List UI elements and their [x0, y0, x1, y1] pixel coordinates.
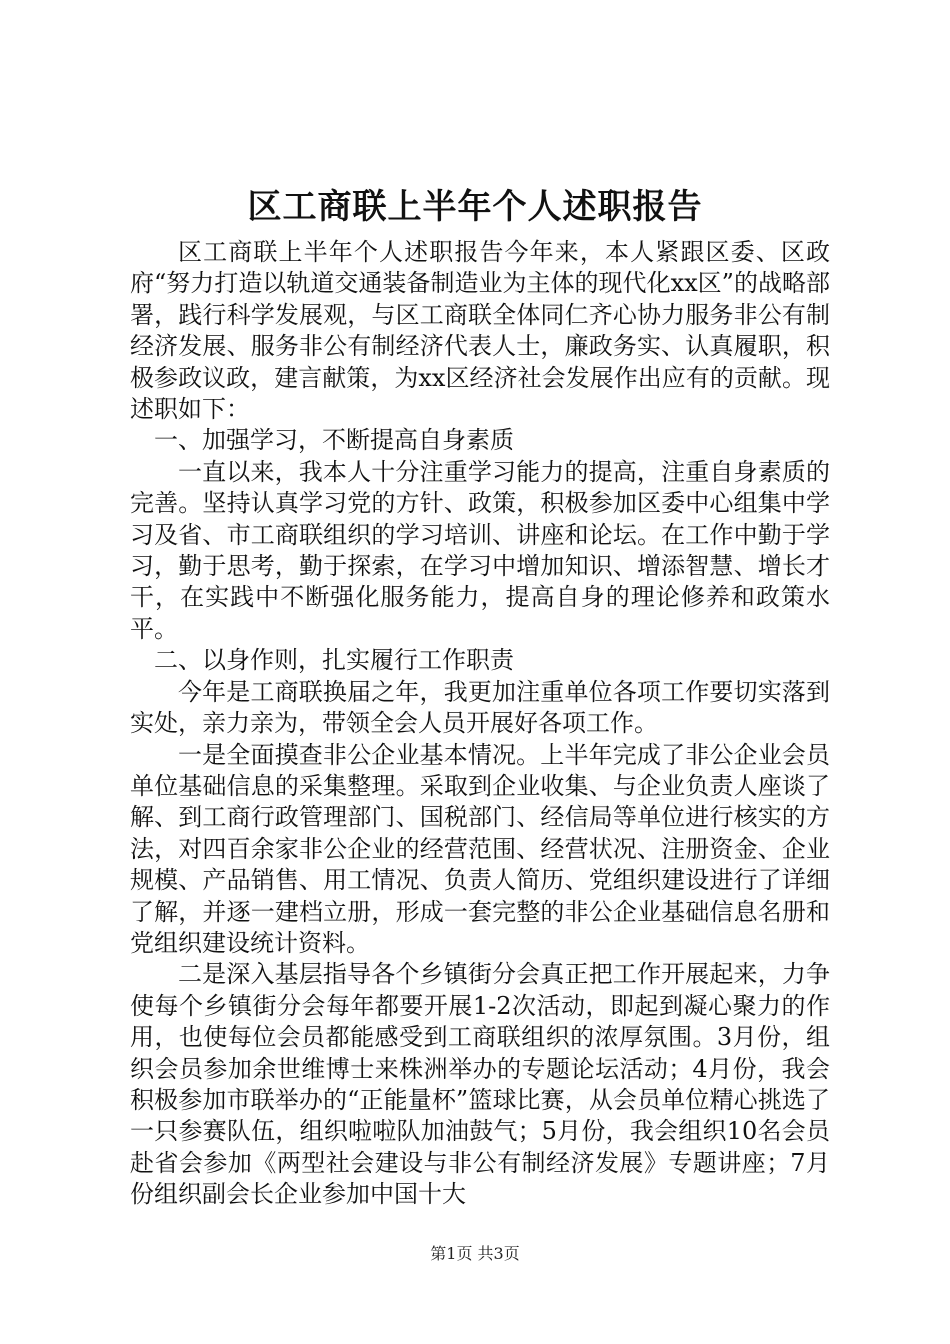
paragraph-branches: 二是深入基层指导各个乡镇街分会真正把工作开展起来，力争使每个乡镇街分会每年都要开展1-2次活动，即起到凝心聚力的作用，也使每位会员都能感受到工商联组织的浓厚氛围。3月份，组织会员参加余世维博士来株洲举办的专题论坛活动；4月份，我会积极参加市联举办的“正能量杯”篮球比赛，从会员单位精心挑选了一只参赛队伍，组织啦啦队加油鼓气；5月份，我会组织10名会员赴省会参加《两型社会建设与非公有制经济发展》专题讲座；7月份组织副会长企业参加中国十大 — [130, 960, 830, 1209]
paragraph-study: 一直以来，我本人十分注重学习能力的提高，注重自身素质的完善。坚持认真学习党的方针、政策，积极参加区委中心组集中学习及省、市工商联组织的学习培训、讲座和论坛。在工作中勤于学习，勤于思考，勤于探索，在学习中增加知识、增添智慧、增长才干，在实践中不断强化服务能力，提高自身的理论修养和政策水平。 — [130, 457, 830, 643]
document-body — [130, 237, 830, 1211]
paragraph-duties-intro: 今年是工商联换届之年，我更加注重单位各项工作要切实落到实处，亲力亲为，带领全会人员开展好各项工作。 — [130, 677, 830, 738]
section-heading-2: 二、以身作则，扎实履行工作职责 — [154, 646, 514, 675]
section-heading-1: 一、加强学习，不断提高自身素质 — [154, 426, 514, 455]
paragraph-intro: 区工商联上半年个人述职报告今年来，本人紧跟区委、区政府“努力打造以轨道交通装备制造业为主体的现代化xx区”的战略部署，践行科学发展观，与区工商联全体同仁齐心协力服务非公有制经济发展、服务非公有制经济代表人士，廉政务实、认真履职，积极参政议政，建言献策，为xx区经济社会发展作出应有的贡献。现述职如下： — [130, 238, 830, 424]
page-number-footer: 第1页 共3页 — [430, 1244, 520, 1263]
paragraph-survey: 一是全面摸查非公企业基本情况。上半年完成了非公企业会员单位基础信息的采集整理。采取到企业收集、与企业负责人座谈了解、到工商行政管理部门、国税部门、经信局等单位进行核实的方法，对四百余家非公企业的经营范围、经营状况、注册资金、企业规模、产品销售、用工情况、负责人简历、党组织建设进行了详细了解，并逐一建档立册，形成一套完整的非公企业基础信息名册和党组织建设统计资料。 — [130, 740, 830, 957]
document-title: 区工商联上半年个人述职报告 — [247, 187, 703, 227]
